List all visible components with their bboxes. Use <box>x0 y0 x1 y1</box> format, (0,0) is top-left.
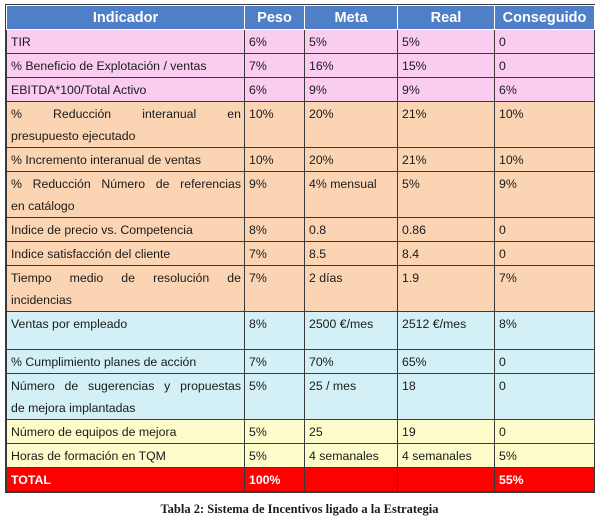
cell-indicador: Ventas por empleado <box>7 312 245 350</box>
total-meta <box>305 468 398 492</box>
cell-peso: 8% <box>245 312 305 350</box>
cell-real: 1.9 <box>398 266 495 312</box>
table-row <box>7 444 595 468</box>
header-conseguido: Conseguido <box>495 6 595 30</box>
cell-real: 15% <box>398 54 495 78</box>
table-row <box>7 172 595 218</box>
cell-real: 8.4 <box>398 242 495 266</box>
header-meta: Meta <box>305 6 398 30</box>
cell-conseguido: 0 <box>495 54 595 78</box>
cell-meta: 25 <box>305 420 398 444</box>
cell-real: 0.86 <box>398 218 495 242</box>
cell-meta: 16% <box>305 54 398 78</box>
table-row <box>7 312 595 350</box>
indicador-line-2: presupuesto ejecutado <box>11 129 136 143</box>
cell-peso: 5% <box>245 444 305 468</box>
cell-real: 19 <box>398 420 495 444</box>
cell-peso: 7% <box>245 266 305 312</box>
cell-peso: 6% <box>245 30 305 54</box>
cell-conseguido: 0 <box>495 420 595 444</box>
total-peso: 100% <box>245 468 305 492</box>
cell-indicador: Indice satisfacción del cliente <box>7 242 245 266</box>
cell-real: 65% <box>398 350 495 374</box>
indicador-line-2: en catálogo <box>11 199 75 213</box>
total-row <box>7 468 595 492</box>
cell-conseguido: 10% <box>495 102 595 148</box>
cell-peso: 7% <box>245 54 305 78</box>
cell-meta: 0.8 <box>305 218 398 242</box>
cell-conseguido: 0 <box>495 218 595 242</box>
total-conseguido: 55% <box>495 468 595 492</box>
cell-indicador: EBITDA*100/Total Activo <box>7 78 245 102</box>
cell-real: 5% <box>398 30 495 54</box>
cell-indicador: Número de equipos de mejora <box>7 420 245 444</box>
cell-indicador <box>7 172 245 218</box>
cell-conseguido: 0 <box>495 374 595 420</box>
cell-indicador <box>7 374 245 420</box>
cell-conseguido: 6% <box>495 78 595 102</box>
indicador-line-1: % Reducción interanual en <box>11 107 241 121</box>
indicador-line-1: Tiempo medio de resolución de <box>11 271 241 285</box>
cell-real: 5% <box>398 172 495 218</box>
cell-real: 21% <box>398 148 495 172</box>
cell-indicador: Horas de formación en TQM <box>7 444 245 468</box>
cell-meta: 5% <box>305 30 398 54</box>
table-row <box>7 78 595 102</box>
table-row <box>7 30 595 54</box>
cell-meta: 2500 €/mes <box>305 312 398 350</box>
cell-meta: 8.5 <box>305 242 398 266</box>
cell-indicador: Indice de precio vs. Competencia <box>7 218 245 242</box>
cell-indicador: % Incremento interanual de ventas <box>7 148 245 172</box>
cell-real: 18 <box>398 374 495 420</box>
indicador-line-2: de mejora implantadas <box>11 401 136 415</box>
cell-peso: 10% <box>245 102 305 148</box>
cell-meta: 4% mensual <box>305 172 398 218</box>
header-row <box>7 6 595 30</box>
table-caption: Tabla 2: Sistema de Incentivos ligado a la Estrategia <box>160 502 439 516</box>
cell-peso: 10% <box>245 148 305 172</box>
cell-real: 4 semanales <box>398 444 495 468</box>
cell-meta: 70% <box>305 350 398 374</box>
cell-meta: 25 / mes <box>305 374 398 420</box>
table-row <box>7 242 595 266</box>
cell-real: 9% <box>398 78 495 102</box>
cell-meta: 20% <box>305 102 398 148</box>
total-label: TOTAL <box>7 468 245 492</box>
table-body <box>7 30 595 468</box>
cell-conseguido: 0 <box>495 30 595 54</box>
cell-conseguido: 10% <box>495 148 595 172</box>
cell-conseguido: 5% <box>495 444 595 468</box>
table-row <box>7 350 595 374</box>
table-row <box>7 420 595 444</box>
cell-indicador <box>7 102 245 148</box>
cell-indicador <box>7 266 245 312</box>
cell-peso: 5% <box>245 374 305 420</box>
table-row <box>7 266 595 312</box>
table-row <box>7 148 595 172</box>
cell-indicador: TIR <box>7 30 245 54</box>
cell-conseguido: 8% <box>495 312 595 350</box>
table-row <box>7 54 595 78</box>
cell-real: 21% <box>398 102 495 148</box>
table-row <box>7 218 595 242</box>
cell-conseguido: 7% <box>495 266 595 312</box>
cell-peso: 5% <box>245 420 305 444</box>
cell-meta: 20% <box>305 148 398 172</box>
cell-indicador: % Cumplimiento planes de acción <box>7 350 245 374</box>
cell-peso: 7% <box>245 242 305 266</box>
indicador-line-2: incidencias <box>11 293 72 307</box>
total-real <box>398 468 495 492</box>
cell-peso: 7% <box>245 350 305 374</box>
cell-meta: 2 días <box>305 266 398 312</box>
cell-peso: 6% <box>245 78 305 102</box>
header-indicador: Indicador <box>7 6 245 30</box>
incentive-table <box>6 5 595 492</box>
indicador-line-1: % Reducción Número de referencias <box>11 177 241 191</box>
cell-conseguido: 9% <box>495 172 595 218</box>
cell-indicador: % Beneficio de Explotación / ventas <box>7 54 245 78</box>
incentive-table-frame <box>5 4 595 493</box>
header-real: Real <box>398 6 495 30</box>
cell-real: 2512 €/mes <box>398 312 495 350</box>
table-row <box>7 374 595 420</box>
cell-conseguido: 0 <box>495 242 595 266</box>
cell-conseguido: 0 <box>495 350 595 374</box>
cell-peso: 9% <box>245 172 305 218</box>
header-peso: Peso <box>245 6 305 30</box>
cell-meta: 4 semanales <box>305 444 398 468</box>
table-row <box>7 102 595 148</box>
indicador-line-1: Número de sugerencias y propuestas <box>11 379 241 393</box>
cell-peso: 8% <box>245 218 305 242</box>
cell-meta: 9% <box>305 78 398 102</box>
